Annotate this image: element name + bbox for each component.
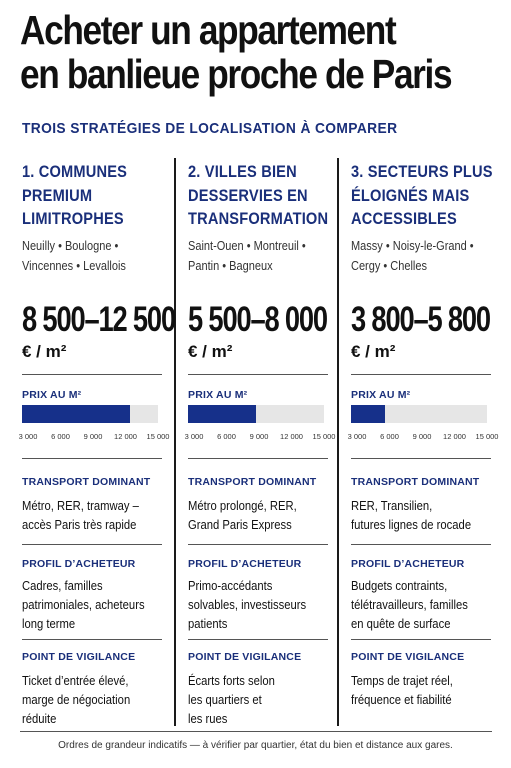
price-bar-track: [22, 405, 158, 423]
price-axis: [18, 432, 170, 442]
axis-tick-label: 9 000: [249, 432, 269, 441]
axis-tick-label: 15 000: [146, 432, 170, 441]
vigilance-text: Ticket d’entrée élevé, marge de négociation réduite: [22, 674, 131, 726]
divider: [351, 374, 491, 375]
divider: [188, 544, 328, 545]
axis-tick-label: 9 000: [83, 432, 103, 441]
vigilance-text: Temps de trajet réel, fréquence et fiabilité: [351, 674, 453, 707]
price-bar-label: PRIX AU M²: [188, 389, 248, 401]
price-bar-fill: [188, 405, 256, 423]
footer-divider: [20, 731, 492, 732]
title-line-2: en banlieue proche de Paris: [20, 51, 452, 97]
column-divider: [337, 158, 339, 726]
column-heading: 3. SECTEURS PLUS ÉLOIGNÉS MAIS ACCESSIBLES: [351, 162, 493, 228]
divider: [22, 639, 162, 640]
price-range: 5 500–8 000: [188, 300, 327, 339]
profile-text: Primo-accédants solvables, investisseurs patients: [188, 579, 307, 631]
price-range: 8 500–12 500: [22, 300, 175, 339]
divider: [22, 458, 162, 459]
axis-tick-label: 3 000: [347, 432, 367, 441]
strategy-column-2: [184, 160, 336, 726]
price-range: 3 800–5 800: [351, 300, 490, 339]
profile-text: Budgets contraints, télétravailleurs, familles en quête de surface: [351, 579, 468, 631]
axis-tick-label: 12 000: [443, 432, 466, 441]
axis-tick-label: 15 000: [312, 432, 336, 441]
towns-list: Massy • Noisy-le-Grand • Cergy • Chelles: [351, 239, 474, 273]
divider: [188, 374, 328, 375]
transport-label: TRANSPORT DOMINANT: [188, 476, 317, 488]
price-bar-fill: [351, 405, 385, 423]
axis-tick-label: 3 000: [18, 432, 38, 441]
vigilance-label: POINT DE VIGILANCE: [188, 651, 302, 663]
axis-tick-label: 12 000: [280, 432, 303, 441]
price-unit: € / m²: [188, 342, 233, 361]
axis-tick-label: 6 000: [380, 432, 399, 441]
profile-label: PROFIL D’ACHETEUR: [22, 558, 136, 570]
axis-tick-label: 12 000: [114, 432, 137, 441]
transport-label: TRANSPORT DOMINANT: [22, 476, 151, 488]
divider: [351, 639, 491, 640]
column-heading: 1. COMMUNES PREMIUM LIMITROPHES: [22, 162, 128, 228]
transport-text: Métro, RER, tramway – accès Paris très rapide: [22, 499, 139, 532]
divider: [188, 639, 328, 640]
price-axis: [184, 432, 336, 442]
price-unit: € / m²: [22, 342, 67, 361]
axis-tick-label: 15 000: [475, 432, 499, 441]
title-line-1: Acheter un appartement: [20, 7, 396, 53]
divider: [188, 458, 328, 459]
divider: [22, 544, 162, 545]
towns-list: Neuilly • Boulogne • Vincennes • Levallois: [22, 239, 126, 273]
vigilance-text: Écarts forts selon les quartiers et les rues: [188, 674, 275, 726]
page-subtitle: TROIS STRATÉGIES DE LOCALISATION À COMPARER: [22, 120, 398, 137]
price-bar-label: PRIX AU M²: [22, 389, 82, 401]
profile-text: Cadres, familles patrimoniales, acheteurs long terme: [22, 579, 145, 631]
vigilance-label: POINT DE VIGILANCE: [351, 651, 465, 663]
price-bar-fill: [22, 405, 130, 423]
column-divider: [174, 158, 176, 726]
profile-label: PROFIL D’ACHETEUR: [188, 558, 302, 570]
price-unit: € / m²: [351, 342, 396, 361]
divider: [22, 374, 162, 375]
axis-tick-label: 6 000: [51, 432, 70, 441]
transport-label: TRANSPORT DOMINANT: [351, 476, 480, 488]
strategy-column-3: [347, 160, 499, 707]
axis-tick-label: 3 000: [184, 432, 204, 441]
transport-text: RER, Transilien, futures lignes de rocade: [351, 499, 472, 532]
strategy-column-1: [18, 160, 175, 726]
page-title: [20, 7, 452, 97]
transport-text: Métro prolongé, RER, Grand Paris Express: [188, 499, 297, 532]
towns-list: Saint-Ouen • Montreuil • Pantin • Bagneux: [188, 239, 306, 273]
divider: [351, 544, 491, 545]
divider: [351, 458, 491, 459]
axis-tick-label: 6 000: [217, 432, 236, 441]
axis-tick-label: 9 000: [412, 432, 432, 441]
profile-label: PROFIL D’ACHETEUR: [351, 558, 465, 570]
price-bar-track: [188, 405, 324, 423]
price-bar-track: [351, 405, 487, 423]
price-bar-label: PRIX AU M²: [351, 389, 411, 401]
vigilance-label: POINT DE VIGILANCE: [22, 651, 136, 663]
footnote: Ordres de grandeur indicatifs — à vérifier par quartier, état du bien et distance aux gares.: [58, 740, 453, 751]
price-axis: [347, 432, 499, 442]
column-heading: 2. VILLES BIEN DESSERVIES EN TRANSFORMATION: [188, 162, 329, 228]
